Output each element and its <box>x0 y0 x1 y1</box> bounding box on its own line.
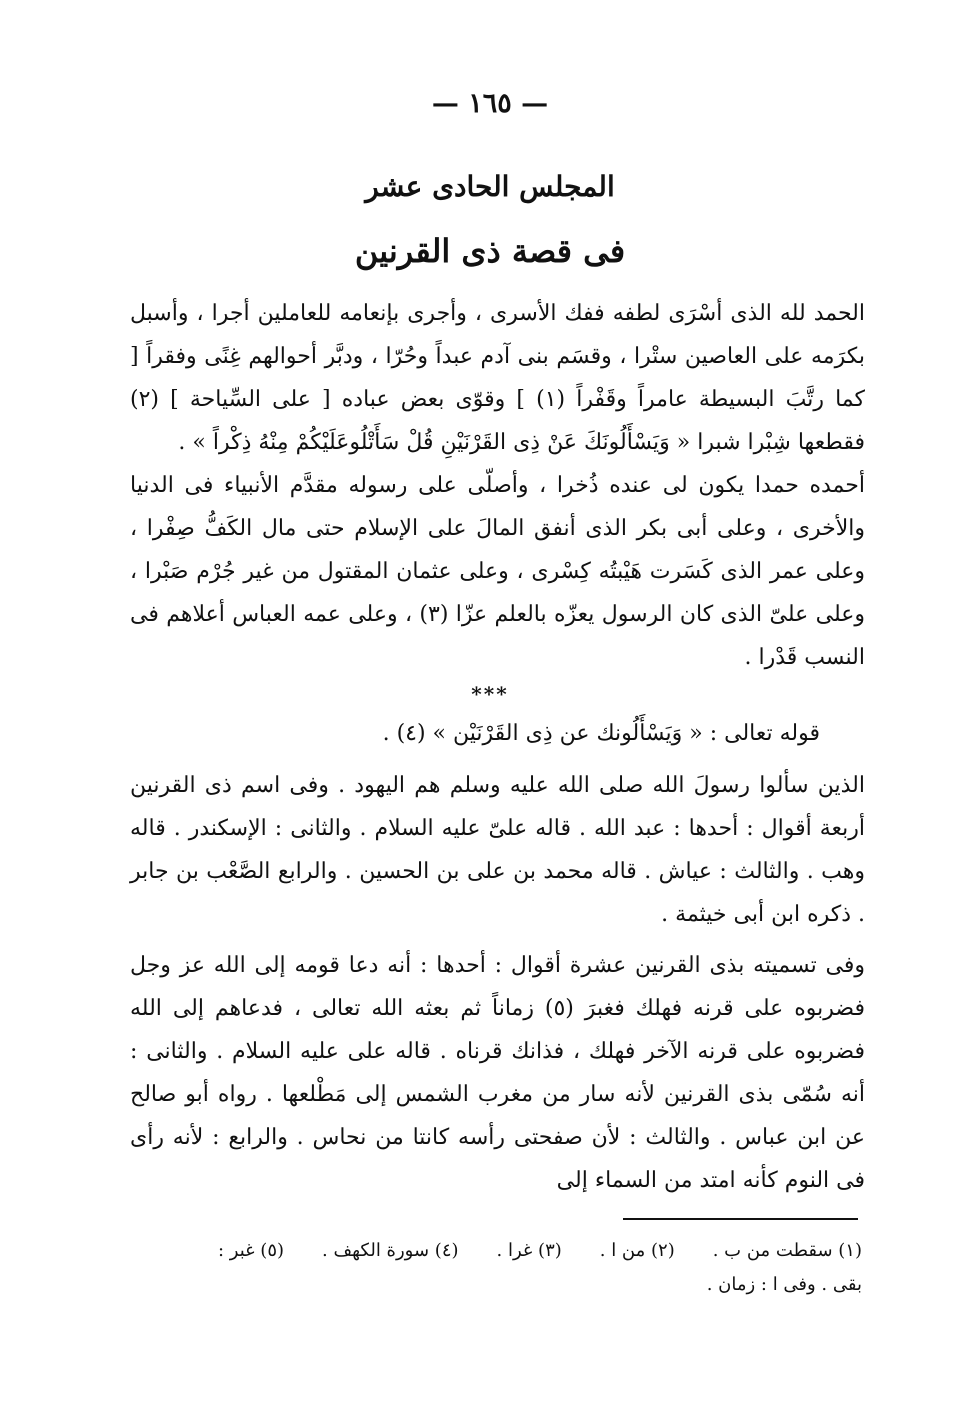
commentary-text-block <box>130 764 865 1202</box>
footnote-5-continuation: بقى . وفى ا : زمان . <box>706 1274 862 1295</box>
commentary-paragraph-1: الذين سألوا رسولَ الله صلى الله عليه وسلم هم اليهود . وفى اسم ذى القرنين أربعة أقوال : أحدها : عبد الله . قاله علىّ عليه السلام . والثانى : الإسكندر . قاله وهب . والثالث : عياش . قاله محمد بن على بن الحسين . والرابع الصَّعْب بن جابر . ذكره ابن أبى خيثمة . <box>130 773 865 927</box>
footnotes <box>122 1234 862 1302</box>
footnote-divider <box>623 1218 858 1220</box>
chapter-title: المجلس الحادى عشر <box>365 170 615 203</box>
footnote-2: (٢) من ا . <box>599 1240 675 1261</box>
intro-paragraph-1: الحمد لله الذى أسْرَى لطفه ففك الأسرى ، وأجرى بإنعامه للعاملين أجرا ، وأسبل بكرَمه على العاصين ستْرا ، وقسَم بنى آدم عبداً وحُرّا ، ودبَّر أحوالهم غِنًى وفقراً [ كما رتَّبَ البسيطة عامراً وقَفْراً (١) ] وقوّى بعض عباده [ على السِّياحة ] (٢) فقطعها شِبْرا شبرا « وَيَسْأَلُونَكَ عَنْ ذِى القَرْنَيْنِ قُلْ سَأَتْلُوعَلَيْكُمْ مِنْهُ ذِكْراً » . <box>130 301 865 455</box>
footnote-1: (١) سقطت من ب . <box>712 1240 862 1261</box>
footnote-row <box>122 1234 862 1268</box>
footnote-3: (٣) غرا . <box>496 1240 562 1261</box>
verse-line: قوله تعالى : « وَيَسْأَلُونك عن ذِى القَرْنَيْن » (٤) . <box>382 721 820 746</box>
footnote-4: (٤) سورة الكهف . <box>322 1240 459 1261</box>
footnote-5: (٥) غبر : <box>218 1240 285 1261</box>
page-number: — ١٦٥ — <box>431 88 549 119</box>
intro-paragraph-2: أحمده حمدا يكون لى عنده ذُخرا ، وأصلّى على رسوله مقدَّم الأنبياء فى الدنيا والأخرى ، وعلى أبى بكر الذى أنفق المالَ على الإسلام حتى مال الكَفُّ صِفْرا ، وعلى عمر الذى كَسَرت هَيْبتُه كِسْرى ، وعلى عثمان المقتول من غير جُرْم صَبْرا ، وعلى علىّ الذى كان الرسول يعزّه بالعلم عزّا (٣) ، وعلى عمه العباس أعلاهم فى النسب قَدْرا . <box>130 473 865 670</box>
section-subtitle: فى قصة ذى القرنين <box>354 232 626 270</box>
intro-text-block <box>130 292 865 679</box>
commentary-paragraph-2: وفى تسميته بذى القرنين عشرة أقوال : أحدها : أنه دعا قومه إلى الله عز وجل فضربوه على قرنه فهلك فغبرَ (٥) زماناً ثم بعثه الله تعالى ، فدعاهم إلى الله فضربوه على قرنه الآخر فهلك ، فذانك قرناه . قاله على عليه السلام . والثانى : أنه سُمّى بذى القرنين لأنه سار من مغرب الشمس إلى مَطْلعها . رواه أبو صالح عن ابن عباس . والثالث : لأن صفحتى رأسه كانتا من نحاس . والرابع : لأنه رأى فى النوم كأنه امتد من السماء إلى <box>130 953 865 1193</box>
section-separator: *** <box>471 682 509 706</box>
